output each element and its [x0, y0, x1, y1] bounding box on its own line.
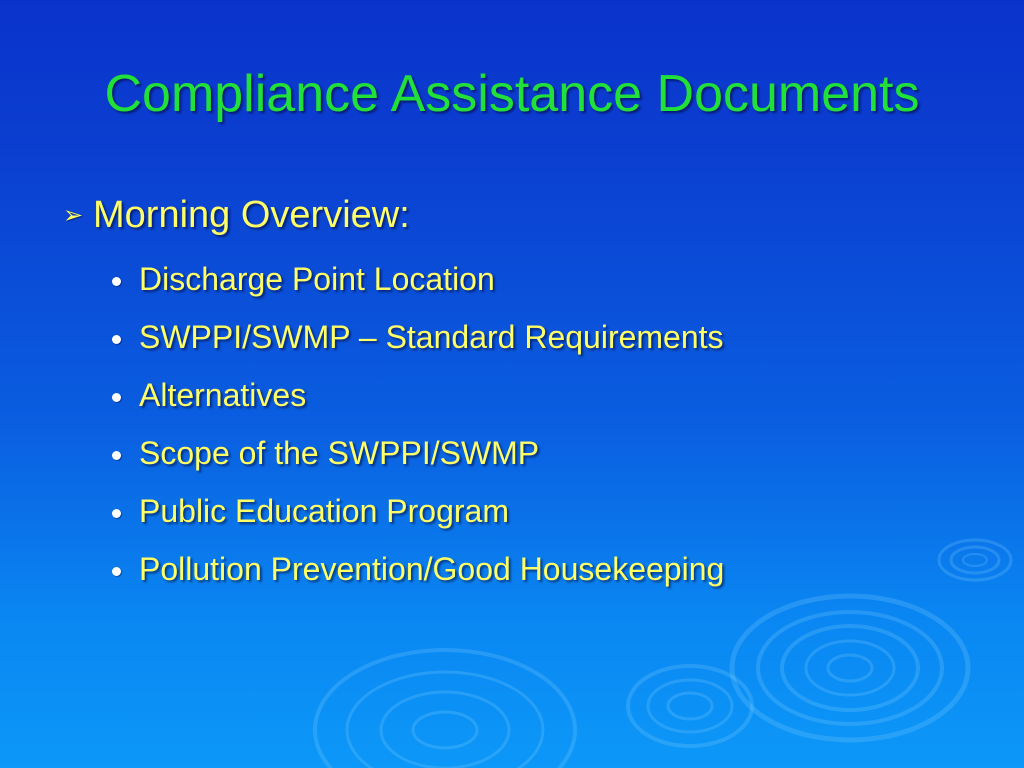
list-item [112, 424, 724, 482]
list-item-text: Pollution Prevention/Good Housekeeping [139, 550, 725, 587]
list-item [112, 308, 724, 366]
round-bullet-icon [112, 335, 121, 344]
list-item-text: Alternatives [139, 376, 307, 413]
list-item [112, 540, 724, 598]
list-item-text: Discharge Point Location [139, 260, 495, 297]
list-item-text: Public Education Program [139, 492, 509, 529]
medium-ripple-icon [628, 666, 752, 746]
round-bullet-icon [112, 451, 121, 460]
list-item [112, 250, 724, 308]
list-item [112, 482, 724, 540]
list-item-text: Scope of the SWPPI/SWMP [139, 434, 540, 471]
round-bullet-icon [112, 509, 121, 518]
list-item [112, 366, 724, 424]
arrowhead-bullet-icon: ➢ [63, 201, 84, 229]
small-ripple-icon [939, 540, 1011, 580]
large-ripple-icon [732, 596, 968, 740]
round-bullet-icon [112, 567, 121, 576]
main-bullet-text: Morning Overview: [93, 193, 410, 236]
bottom-ripple-icon [315, 650, 575, 768]
round-bullet-icon [112, 277, 121, 286]
list-item-text: SWPPI/SWMP – Standard Requirements [139, 318, 724, 355]
sub-bullet-list [112, 250, 724, 598]
main-bullet [63, 190, 410, 240]
slide-title: Compliance Assistance Documents [104, 65, 920, 123]
round-bullet-icon [112, 393, 121, 402]
